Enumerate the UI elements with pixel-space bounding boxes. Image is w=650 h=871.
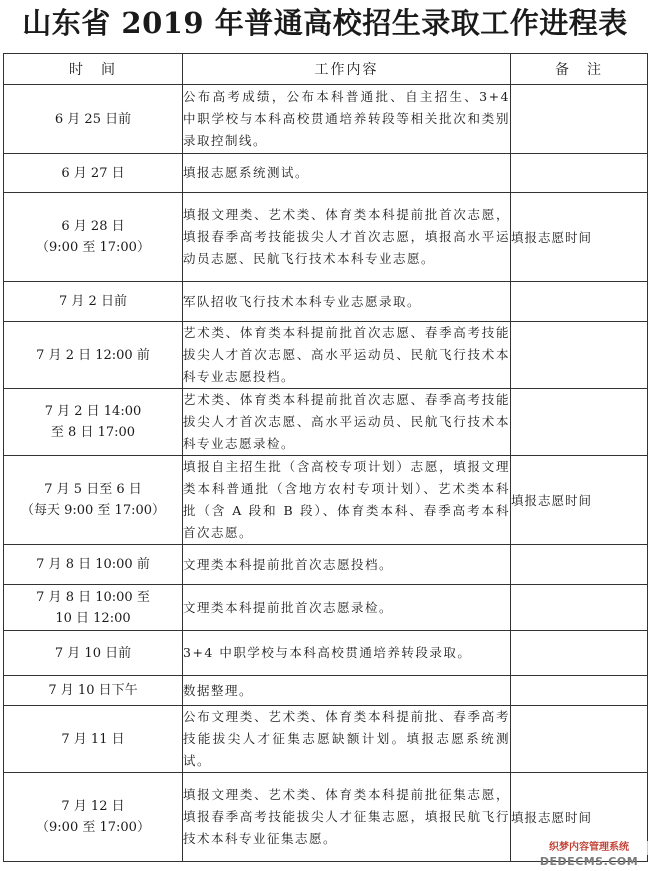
row-note [511, 154, 648, 193]
row-content: 文理类本科提前批首次志愿录检。 [183, 585, 511, 631]
row-content: 文理类本科提前批首次志愿投档。 [183, 545, 511, 585]
row-time-line: 7 月 8 日 10:00 前 [36, 557, 150, 572]
row-note [511, 322, 648, 389]
row-note: 填报志愿时间 [511, 456, 648, 545]
row-content: 军队招收飞行技术本科专业志愿录取。 [183, 282, 511, 322]
row-time-line: 7 月 2 日前 [59, 294, 127, 309]
row-content: 填报志愿系统测试。 [183, 154, 511, 193]
row-time-line: 7 月 10 日前 [54, 645, 132, 661]
row-content: 艺术类、体育类本科提前批首次志愿、春季高考技能拔尖人才首次志愿、高水平运动员、民航飞行技术本科专业志愿录检。 [183, 389, 511, 456]
row-note [511, 282, 648, 322]
row-content: 数据整理。 [183, 676, 511, 706]
row-time-line: 7 月 8 日 10:00 至 [36, 589, 150, 605]
schedule-table [3, 53, 648, 862]
table-row [4, 585, 648, 631]
header-content: 工作内容 [183, 54, 511, 85]
row-time [4, 85, 183, 154]
table-row [4, 389, 648, 456]
row-time [4, 154, 183, 193]
row-time [4, 676, 183, 706]
row-note [511, 585, 648, 631]
header-time: 时 间 [4, 54, 183, 85]
row-time [4, 322, 183, 389]
row-note [511, 631, 648, 676]
header-note: 备 注 [511, 54, 648, 85]
table-row [4, 545, 648, 585]
row-time-line: 7 月 12 日 [61, 799, 125, 814]
row-note [511, 676, 648, 706]
row-time [4, 631, 183, 676]
table-row [4, 322, 648, 389]
row-time-line: 7 月 10 日下午 [48, 683, 138, 698]
row-time-line: 至 8 日 17:00 [50, 425, 136, 440]
row-note [511, 545, 648, 585]
row-content: 3+4 中职学校与本科高校贯通培养转段录取。 [183, 631, 511, 676]
table-row [4, 676, 648, 706]
row-time-line: 7 月 11 日 [61, 731, 125, 747]
table-row [4, 706, 648, 773]
row-time [4, 773, 183, 862]
table-row [4, 456, 648, 545]
row-time [4, 706, 183, 773]
row-note [511, 706, 648, 773]
row-time-line: （9:00 至 17:00） [36, 820, 150, 835]
row-time-line: 6 月 27 日 [61, 165, 125, 181]
row-content: 公布文理类、艺术类、体育类本科提前批、春季高考技能拔尖人才征集志愿缺额计划。填报志愿系统测试。 [183, 706, 511, 773]
row-time-line: 7 月 5 日至 6 日 [44, 482, 142, 497]
row-time-line: 6 月 28 日 [61, 219, 125, 234]
table-row [4, 193, 648, 282]
row-time [4, 585, 183, 631]
table-row [4, 85, 648, 154]
row-note: 填报志愿时间 [511, 193, 648, 282]
row-note [511, 389, 648, 456]
row-time-line: 7 月 2 日 14:00 [44, 404, 142, 419]
table-row [4, 282, 648, 322]
watermark-text: 织梦内容管理系统 [530, 841, 648, 855]
row-time-line: （9:00 至 17:00） [36, 240, 150, 255]
row-time-line: （每天 9:00 至 17:00） [20, 503, 166, 518]
row-time [4, 545, 183, 585]
table-row [4, 631, 648, 676]
row-time [4, 282, 183, 322]
row-content: 公布高考成绩，公布本科普通批、自主招生、3+4 中职学校与本科高校贯通培养转段等相关批次和类别录取控制线。 [183, 85, 511, 154]
row-content: 填报文理类、艺术类、体育类本科提前批首次志愿，填报春季高考技能拔尖人才首次志愿，填报高水平运动员志愿、民航飞行技术本科专业志愿。 [183, 193, 511, 282]
row-content: 艺术类、体育类本科提前批首次志愿、春季高考技能拔尖人才首次志愿、高水平运动员、民航飞行技术本科专业志愿投档。 [183, 322, 511, 389]
row-time [4, 193, 183, 282]
page-title: 山东省 2019 年普通高校招生录取工作进程表 [22, 6, 628, 40]
row-note: 填报志愿时间 [511, 773, 648, 862]
watermark-domain: DEDECMS.COM [539, 855, 639, 868]
row-note [511, 85, 648, 154]
row-time [4, 389, 183, 456]
row-time [4, 456, 183, 545]
row-time-line: 6 月 25 日前 [54, 111, 132, 127]
row-time-line: 10 日 12:00 [55, 610, 131, 626]
table-row [4, 154, 648, 193]
site-watermark [530, 841, 648, 869]
row-content: 填报文理类、艺术类、体育类本科提前批征集志愿，填报春季高考技能拔尖人才征集志愿，填报民航飞行技术本科专业征集志愿。 [183, 773, 511, 862]
table-header-row [4, 54, 648, 85]
row-content: 填报自主招生批（含高校专项计划）志愿，填报文理类本科普通批（含地方农村专项计划）、艺术类本科批（含 A 段和 B 段）、体育类本科、春季高考本科首次志愿。 [183, 456, 511, 545]
row-time-line: 7 月 2 日 12:00 前 [36, 347, 150, 363]
